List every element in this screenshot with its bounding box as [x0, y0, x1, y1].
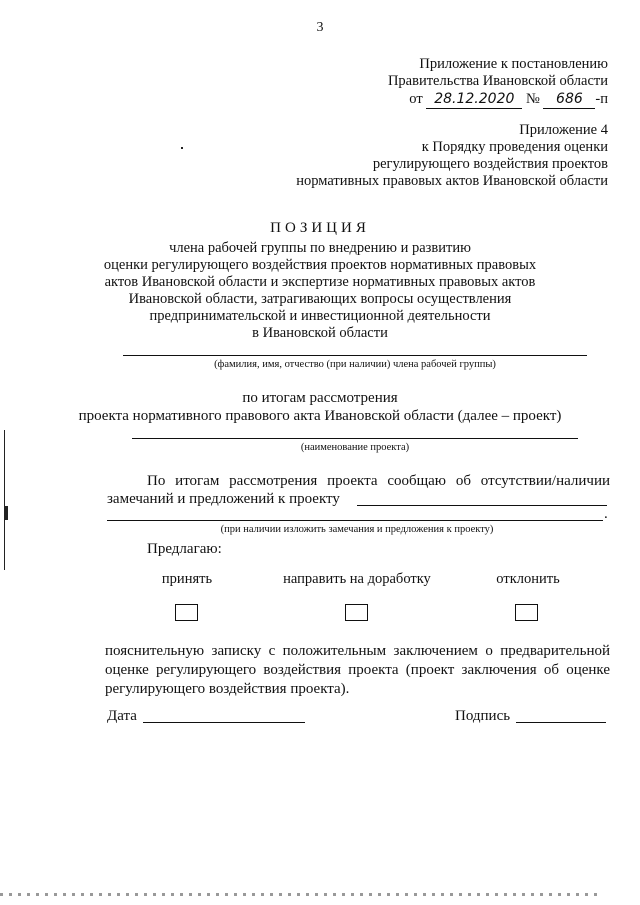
appendix-4-line3: регулирующего воздействия проектов	[372, 156, 608, 172]
option-revise-checkbox[interactable]	[345, 604, 368, 621]
date-field[interactable]	[143, 722, 305, 723]
title-line5: предпринимательской и инвестиционной деятельности	[149, 308, 491, 324]
page-number: 3	[316, 20, 324, 35]
title-line2: оценки регулирующего воздействия проектов нормативных правовых	[103, 257, 537, 273]
date-label: Дата	[107, 708, 137, 724]
date-prefix: от	[409, 91, 423, 107]
scan-left-edge-mark	[5, 506, 8, 520]
signature-label: Подпись	[455, 708, 511, 724]
number-prefix: №	[525, 91, 540, 107]
option-reject-checkbox[interactable]	[515, 604, 538, 621]
propose-label: Предлагаю:	[147, 541, 222, 557]
appendix-4-line4: нормативных правовых актов Ивановской области	[296, 173, 608, 189]
review-line2: проекта нормативного правового акта Ивановской области (далее – проект)	[78, 408, 562, 424]
handwritten-date: 28.12.2020	[426, 91, 522, 109]
statement-line2: замечаний и предложений к проекту	[107, 491, 340, 507]
appendix-resolution-date-line	[388, 91, 608, 109]
number-suffix: -п	[595, 91, 608, 107]
appendix-resolution-line1: Приложение к постановлению	[419, 56, 608, 72]
title-subtitle	[100, 240, 540, 342]
scan-bottom-edge	[0, 893, 600, 896]
review-line1: по итогам рассмотрения	[242, 390, 398, 406]
title-line1: члена рабочей группы по внедрению и развитию	[169, 240, 471, 256]
appendix-4-line2: к Порядку проведения оценки	[421, 139, 608, 155]
scan-dot	[181, 147, 183, 149]
member-name-caption: (фамилия, имя, отчество (при наличии) члена рабочей группы)	[214, 359, 496, 370]
remarks-end-dot: .	[604, 506, 608, 522]
document-title: ПОЗИЦИЯ	[270, 220, 370, 236]
project-name-caption: (наименование проекта)	[300, 442, 410, 453]
option-accept-checkbox[interactable]	[175, 604, 198, 621]
conclusion-paragraph: пояснительную записку с положительным заключением о предварительной оценке регулирующего воздействия проекта (проект заключения об оценке регулирующего воздействия проекта).	[105, 643, 610, 697]
handwritten-number: 686	[543, 91, 595, 109]
appendix-4-line1: Приложение 4	[519, 122, 608, 138]
signature-field[interactable]	[516, 722, 606, 723]
option-revise-label: направить на доработку	[283, 571, 431, 587]
title-line4: Ивановской области, затрагивающих вопросы осуществления	[128, 291, 512, 307]
option-accept-label: принять	[161, 571, 213, 587]
title-line6: в Ивановской области	[252, 325, 388, 341]
member-name-field[interactable]	[123, 355, 587, 356]
remarks-caption: (при наличии изложить замечания и предложения к проекту)	[220, 524, 494, 535]
appendix-resolution	[388, 56, 608, 109]
statement-line1: По итогам рассмотрения проекта сообщаю об отсутствии/наличии	[147, 473, 610, 489]
title-line3: актов Ивановской области и экспертизе нормативных правовых актов	[104, 274, 536, 290]
project-name-field[interactable]	[132, 438, 578, 439]
remarks-field-1[interactable]	[357, 505, 607, 506]
option-reject-label: отклонить	[496, 571, 560, 587]
appendix-resolution-line2: Правительства Ивановской области	[387, 73, 608, 89]
remarks-field-2[interactable]	[107, 520, 603, 521]
scan-left-edge-line	[4, 430, 5, 570]
appendix-4	[296, 122, 608, 190]
